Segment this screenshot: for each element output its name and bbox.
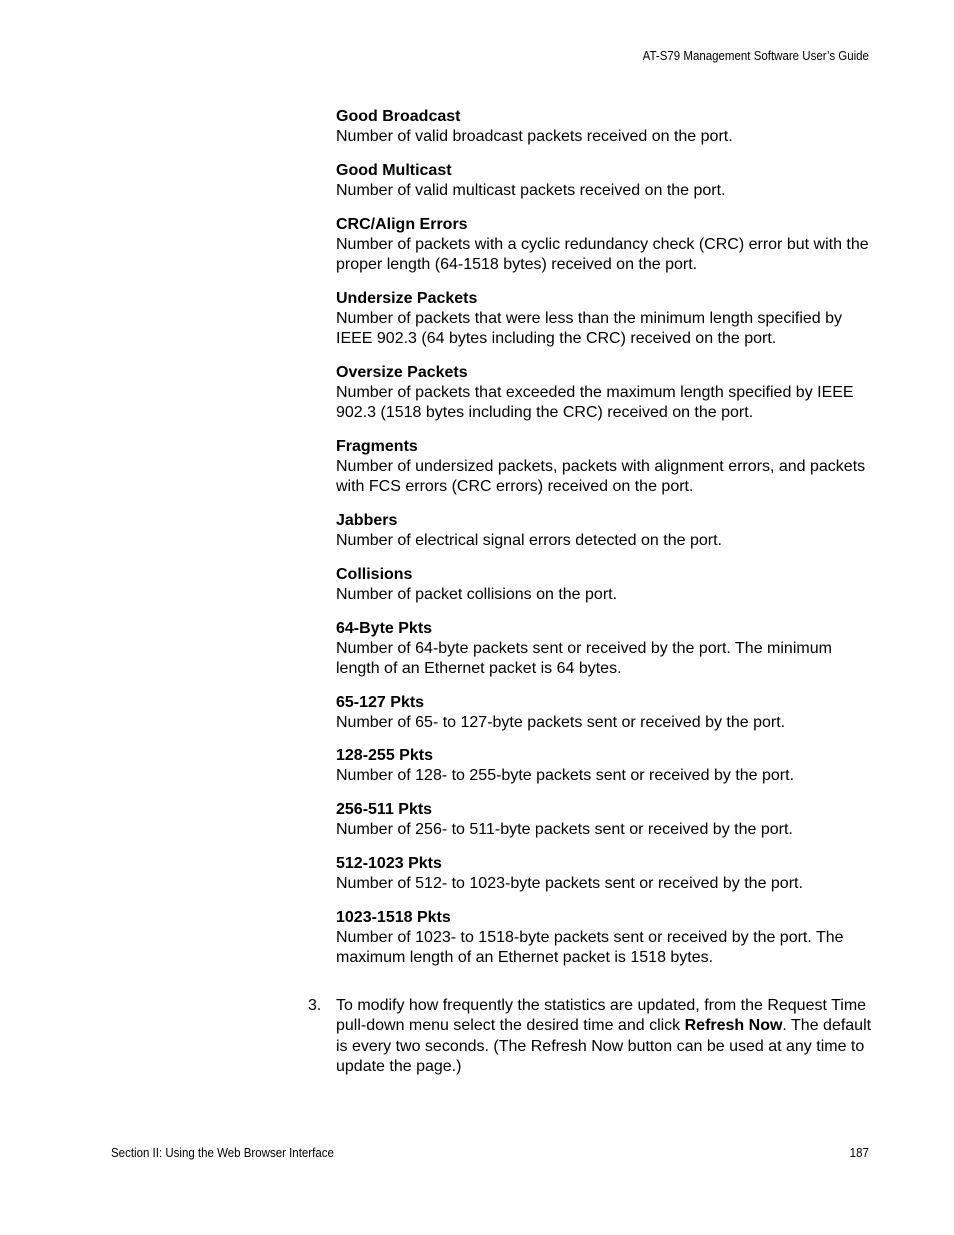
definition-term: 256-511 Pkts: [336, 801, 433, 819]
definition-description: Number of valid broadcast packets received on the port.: [336, 128, 733, 145]
definition-description: Number of 65- to 127-byte packets sent or received by the port.: [336, 713, 786, 731]
definition-entry: [336, 107, 876, 147]
definition-description: Number of packets that were less than the minimum length specified by IEEE 902.3 (64 bytes including the CRC) received on the port.: [336, 309, 843, 347]
definition-term: 65-127 Pkts: [336, 693, 425, 711]
definition-entry: [336, 565, 876, 605]
definition-entry: [336, 363, 876, 424]
definition-description: Number of 64-byte packets sent or received by the port. The minimum length of an Ethernet packet is 64 bytes.: [336, 639, 832, 677]
definition-entry: [336, 161, 876, 201]
refresh-now-reference: Refresh Now: [684, 1017, 783, 1035]
definition-term: Oversize Packets: [336, 363, 468, 381]
definition-term: 1023-1518 Pkts: [336, 908, 451, 926]
definition-entry: [336, 215, 876, 276]
step-number: 3.: [308, 997, 322, 1014]
definition-description: Number of valid multicast packets received on the port.: [336, 181, 726, 199]
procedure-step-3: [308, 996, 878, 1077]
definition-term: Jabbers: [336, 511, 398, 529]
definition-entry: [336, 908, 876, 969]
definition-entry: [336, 289, 876, 350]
definition-entry: [336, 746, 876, 786]
definition-entry: [336, 619, 876, 680]
definition-entry: [336, 511, 876, 551]
definition-term: Collisions: [336, 565, 413, 583]
running-header: AT-S79 Management Software User’s Guide: [642, 49, 869, 63]
definition-term: Good Broadcast: [336, 108, 461, 125]
definition-entry: [336, 854, 876, 894]
page-number: 187: [849, 1146, 869, 1160]
definition-description: Number of 1023- to 1518-byte packets sent or received by the port. The maximum length of an Ethernet packet is 1518 bytes.: [336, 928, 844, 967]
definition-description: Number of 256- to 511-byte packets sent or received by the port.: [336, 821, 793, 839]
definition-entry: [336, 437, 876, 498]
definition-description: Number of 128- to 255-byte packets sent or received by the port.: [336, 767, 795, 785]
definition-term: CRC/Align Errors: [336, 215, 468, 233]
definition-term: Undersize Packets: [336, 289, 478, 307]
definition-description: Number of packets with a cyclic redundancy check (CRC) error but with the proper length (64-1518 bytes) received on the port.: [336, 235, 869, 273]
definition-term: Fragments: [336, 437, 418, 455]
definition-term: 512-1023 Pkts: [336, 855, 442, 873]
definition-term: 128-255 Pkts: [336, 747, 433, 765]
step-text-before: To modify how frequently the statistics are updated, from the Request Time pull-down menu select the desired time and click: [336, 997, 867, 1035]
definition-description: Number of electrical signal errors detected on the port.: [336, 531, 722, 549]
definition-term: Good Multicast: [336, 161, 452, 179]
definition-list: [336, 107, 876, 982]
definition-description: Number of packet collisions on the port.: [336, 585, 618, 603]
step-text-after: . The default is every two seconds. (The Refresh Now button can be used at any time to update the page.): [336, 1017, 872, 1075]
definition-entry: [336, 693, 876, 733]
definition-description: Number of packets that exceeded the maximum length specified by IEEE 902.3 (1518 bytes including the CRC) received on the port.: [336, 383, 854, 422]
footer-section-title: Section II: Using the Web Browser Interface: [111, 1146, 334, 1160]
definition-term: 64-Byte Pkts: [336, 619, 433, 637]
definition-description: Number of undersized packets, packets with alignment errors, and packets with FCS errors (CRC errors) received on the port.: [336, 457, 866, 496]
definition-description: Number of 512- to 1023-byte packets sent or received by the port.: [336, 875, 803, 893]
definition-entry: [336, 800, 876, 840]
step-text: [336, 996, 878, 1077]
